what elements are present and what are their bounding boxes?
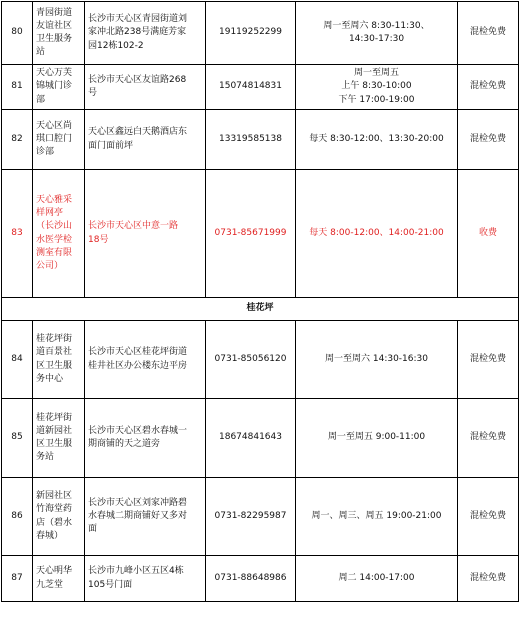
- site-name: [33, 2, 85, 65]
- row-number: 81: [2, 65, 33, 110]
- row-number: 86: [2, 478, 33, 556]
- site-hours-line: 14:30-17:30: [348, 34, 405, 44]
- site-address-line: 长沙市天心区友谊路268: [88, 74, 187, 85]
- site-name-line: 天心明华: [36, 566, 73, 577]
- table-row: [2, 110, 519, 170]
- site-phone: 13319585138: [206, 110, 296, 170]
- site-phone: 0731-85056120: [206, 321, 296, 399]
- site-name-line: 竹海堂药: [36, 504, 73, 515]
- site-hours-line: 周一至周五: [353, 68, 399, 79]
- site-name-line: 友谊社区: [36, 20, 73, 31]
- site-address: [85, 170, 206, 298]
- site-fee: 收费: [458, 170, 519, 298]
- site-fee: 混检免费: [458, 321, 519, 399]
- site-hours-line: 每天 8:30-12:00、13:30-20:00: [309, 133, 444, 144]
- row-number: 83: [2, 170, 33, 298]
- site-hours: [296, 399, 458, 478]
- site-name-line: 新园社区: [36, 491, 73, 502]
- site-name-line: 水医学检: [36, 234, 73, 245]
- site-hours-line: 周一至周六 8:30-11:30、: [323, 20, 430, 31]
- table-row: [2, 321, 519, 399]
- site-hours-line: 周一至周五 9:00-11:00: [327, 432, 426, 443]
- site-address-line: 水春城二期商铺好又多对: [88, 510, 188, 521]
- site-name-line: 站: [36, 47, 46, 58]
- site-fee: 混检免费: [458, 65, 519, 110]
- site-phone: 0731-82295987: [206, 478, 296, 556]
- site-name-line: 天心区尚: [36, 120, 73, 131]
- site-address-line: 园12栋102-2: [88, 40, 144, 51]
- site-name-line: 锦城门诊: [36, 81, 73, 92]
- section-header-row: [2, 298, 519, 321]
- site-phone: 19119252299: [206, 2, 296, 65]
- row-number: 82: [2, 110, 33, 170]
- table-row: [2, 399, 519, 478]
- site-address: [85, 110, 206, 170]
- site-hours: [296, 2, 458, 65]
- site-fee: 混检免费: [458, 556, 519, 602]
- row-number: 80: [2, 2, 33, 65]
- row-number: 84: [2, 321, 33, 399]
- site-hours: [296, 110, 458, 170]
- site-address-line: 18号: [88, 234, 109, 245]
- site-name-line: 卫生服务: [36, 34, 73, 44]
- site-name: [33, 170, 85, 298]
- site-address-line: 长沙市天心区碧水春城一: [88, 425, 188, 436]
- table-row: [2, 65, 519, 110]
- site-name-line: 桂花坪街: [36, 334, 73, 345]
- site-hours: [296, 65, 458, 110]
- site-hours-line: 周二 14:00-17:00: [338, 572, 415, 583]
- site-name-line: 测室有限: [36, 247, 73, 258]
- section-title: 桂花坪: [2, 298, 519, 321]
- site-hours-line: 每天 8:00-12:00、14:00-21:00: [309, 227, 444, 238]
- table-row: [2, 170, 519, 298]
- site-name-line: 天心雅采: [36, 195, 73, 206]
- site-address-line: 期商铺的天之道旁: [88, 439, 161, 449]
- site-hours-line: 上午 8:30-10:00: [341, 81, 412, 92]
- site-address-line: 105号门面: [88, 579, 133, 590]
- site-address-line: 长沙市天心区青园街道刘: [88, 14, 188, 25]
- site-name-line: 样网亭: [36, 208, 64, 219]
- site-address: [85, 556, 206, 602]
- site-phone: 0731-85671999: [206, 170, 296, 298]
- table-row: [2, 2, 519, 65]
- site-address-line: 家冲北路238号满庭芳家: [88, 27, 187, 38]
- site-name-line: 九芝堂: [36, 579, 64, 590]
- table-row: [2, 478, 519, 556]
- site-name-line: 道新园社: [36, 425, 73, 436]
- site-address-line: 长沙市九峰小区五区4栋: [88, 566, 184, 577]
- site-hours: [296, 478, 458, 556]
- site-address-line: 号: [88, 88, 98, 98]
- site-hours-line: 下午 17:00-19:00: [338, 94, 415, 105]
- site-name-line: 天心万芙: [36, 68, 73, 79]
- site-hours-line: 周一、周三、周五 19:00-21:00: [311, 510, 442, 521]
- site-name-line: 区卫生服: [36, 360, 73, 371]
- site-name-line: 春城）: [36, 530, 64, 541]
- row-number: 87: [2, 556, 33, 602]
- testing-sites-table: [1, 1, 519, 602]
- site-address-line: 长沙市天心区刘家冲路碧: [88, 497, 188, 508]
- site-address-line: 天心区鑫远白天鹅酒店东: [88, 127, 188, 138]
- site-fee: 混检免费: [458, 2, 519, 65]
- site-name-line: 店（碧水: [36, 517, 73, 528]
- site-name: [33, 65, 85, 110]
- site-address: [85, 65, 206, 110]
- table-row: [2, 556, 519, 602]
- table-body-lower: [2, 321, 519, 602]
- site-address-line: 桂井社区办公楼东边平房: [88, 360, 188, 371]
- site-name-line: 青园街道: [36, 7, 73, 18]
- site-address-line: 面: [88, 524, 98, 535]
- site-address: [85, 399, 206, 478]
- site-address: [85, 2, 206, 65]
- site-name: [33, 556, 85, 602]
- site-hours: [296, 321, 458, 399]
- site-name: [33, 399, 85, 478]
- site-hours: [296, 556, 458, 602]
- site-address: [85, 478, 206, 556]
- site-phone: 15074814831: [206, 65, 296, 110]
- site-name-line: 公司）: [36, 260, 64, 271]
- site-name-line: 部: [36, 94, 46, 105]
- site-name-line: 务中心: [36, 373, 64, 384]
- site-address-line: 长沙市天心区桂花坪街道: [88, 347, 188, 358]
- site-name: [33, 321, 85, 399]
- site-address-line: 长沙市天心区中意一路: [88, 221, 179, 232]
- site-address: [85, 321, 206, 399]
- site-name-line: 区卫生服: [36, 439, 73, 449]
- site-name-line: 务站: [36, 452, 55, 463]
- site-name-line: 琪口腔门: [36, 133, 73, 144]
- table-body-upper: [2, 2, 519, 298]
- site-fee: 混检免费: [458, 478, 519, 556]
- site-name-line: （长沙山: [36, 221, 73, 232]
- site-phone: 0731-88648986: [206, 556, 296, 602]
- table-section: [2, 298, 519, 321]
- site-phone: 18674841643: [206, 399, 296, 478]
- site-name-line: 道百景社: [36, 347, 73, 358]
- site-address-line: 面门面前坪: [88, 140, 134, 151]
- site-hours-line: 周一至周六 14:30-16:30: [325, 353, 428, 364]
- site-name-line: 诊部: [36, 147, 55, 158]
- row-number: 85: [2, 399, 33, 478]
- site-hours: [296, 170, 458, 298]
- site-fee: 混检免费: [458, 399, 519, 478]
- site-name: [33, 478, 85, 556]
- site-name: [33, 110, 85, 170]
- site-fee: 混检免费: [458, 110, 519, 170]
- site-name-line: 桂花坪街: [36, 412, 73, 423]
